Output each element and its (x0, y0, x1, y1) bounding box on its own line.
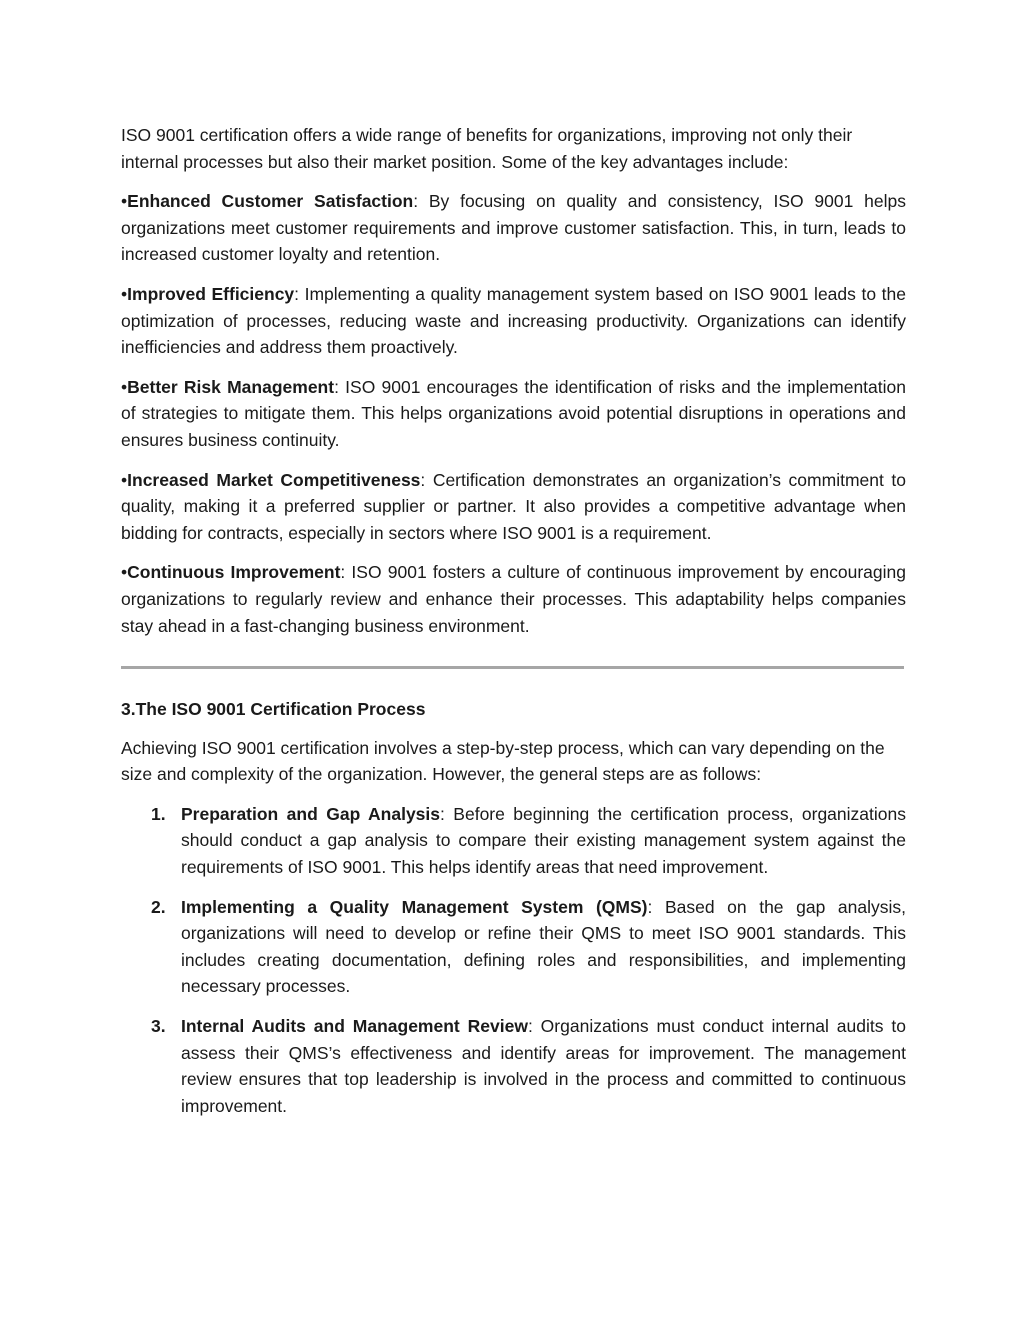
benefit-item (121, 281, 906, 361)
bullet-dot: • (121, 469, 128, 490)
benefit-title: Improved Efficiency (127, 283, 295, 304)
step-text: : Based on the gap analysis, organizations will need to develop or refine their QMS to meet ISO 9001 standards. This includes creating documentation, defining roles and responsibilities, and implementing necessary processes. (181, 896, 906, 997)
benefit-text: : By focusing on quality and consistency, ISO 9001 helps organizations meet customer requirements and improve customer satisfaction. This, in turn, leads to increased customer loyalty and retention. (121, 191, 906, 265)
benefit-text: : ISO 9001 fosters a culture of continuous improvement by encouraging organizations to regularly review and enhance their processes. This adaptability helps companies stay ahead in a fast-changing business environment. (121, 562, 906, 636)
step-number: 3. (151, 1016, 166, 1037)
step-number: 1. (151, 803, 166, 824)
step-content (181, 801, 906, 881)
benefits-list (121, 188, 906, 639)
section-heading: 3.The ISO 9001 Certification Process (121, 699, 426, 720)
benefit-item (121, 374, 906, 454)
bullet-dot: • (121, 376, 128, 397)
benefit-item (121, 188, 906, 268)
bullet-dot: • (121, 283, 128, 304)
benefit-title: Increased Market Competitiveness (127, 469, 421, 490)
step-content (181, 1013, 906, 1119)
intro-paragraph: ISO 9001 certification offers a wide range of benefits for organizations, improving not only their internal processes but also their market position. Some of the key advantages include: (121, 125, 853, 172)
benefit-text: : Implementing a quality management system based on ISO 9001 leads to the optimization of processes, reducing waste and increasing productivity. Organizations can identify inefficiencies and address them proactively. (121, 283, 906, 358)
bullet-dot: • (121, 562, 128, 583)
steps-list (121, 801, 906, 1120)
step-item (121, 894, 906, 1000)
step-content (181, 894, 906, 1000)
step-item (121, 1013, 906, 1119)
benefit-text: : ISO 9001 encourages the identification of risks and the implementation of strategies to mitigate them. This helps organizations avoid potential disruptions in operations and ensures business continuity. (121, 376, 906, 450)
benefit-text: : Certification demonstrates an organization’s commitment to quality, making it a preferred supplier or partner. It also provides a competitive advantage when bidding for contracts, especially in sectors where ISO 9001 is a requirement. (121, 469, 906, 543)
horizontal-divider (121, 666, 904, 669)
benefit-item (121, 559, 906, 639)
benefit-title: Enhanced Customer Satisfaction (127, 191, 414, 212)
step-title: Implementing a Quality Management System (QMS) (181, 896, 648, 917)
benefit-title: Continuous Improvement (127, 562, 341, 583)
benefit-title: Better Risk Management (127, 376, 335, 397)
section-intro-paragraph: Achieving ISO 9001 certification involves a step-by-step process, which can vary depending on the size and complexity of the organization. However, the general steps are as follows: (121, 737, 885, 785)
step-text: : Organizations must conduct internal audits to assess their QMS’s effectiveness and identify areas for improvement. The management review ensures that top leadership is involved in the process and committed to continuous improvement. (181, 1016, 906, 1116)
step-number: 2. (151, 896, 166, 917)
benefit-item (121, 467, 906, 547)
step-title: Internal Audits and Management Review (181, 1016, 528, 1037)
bullet-dot: • (121, 191, 128, 212)
step-item (121, 801, 906, 881)
document-page (121, 122, 906, 1132)
step-text: : Before beginning the certification process, organizations should conduct a gap analysis to compare their existing management system against the requirements of ISO 9001. This helps identify areas that need improvement. (181, 803, 906, 878)
step-title: Preparation and Gap Analysis (181, 803, 441, 824)
